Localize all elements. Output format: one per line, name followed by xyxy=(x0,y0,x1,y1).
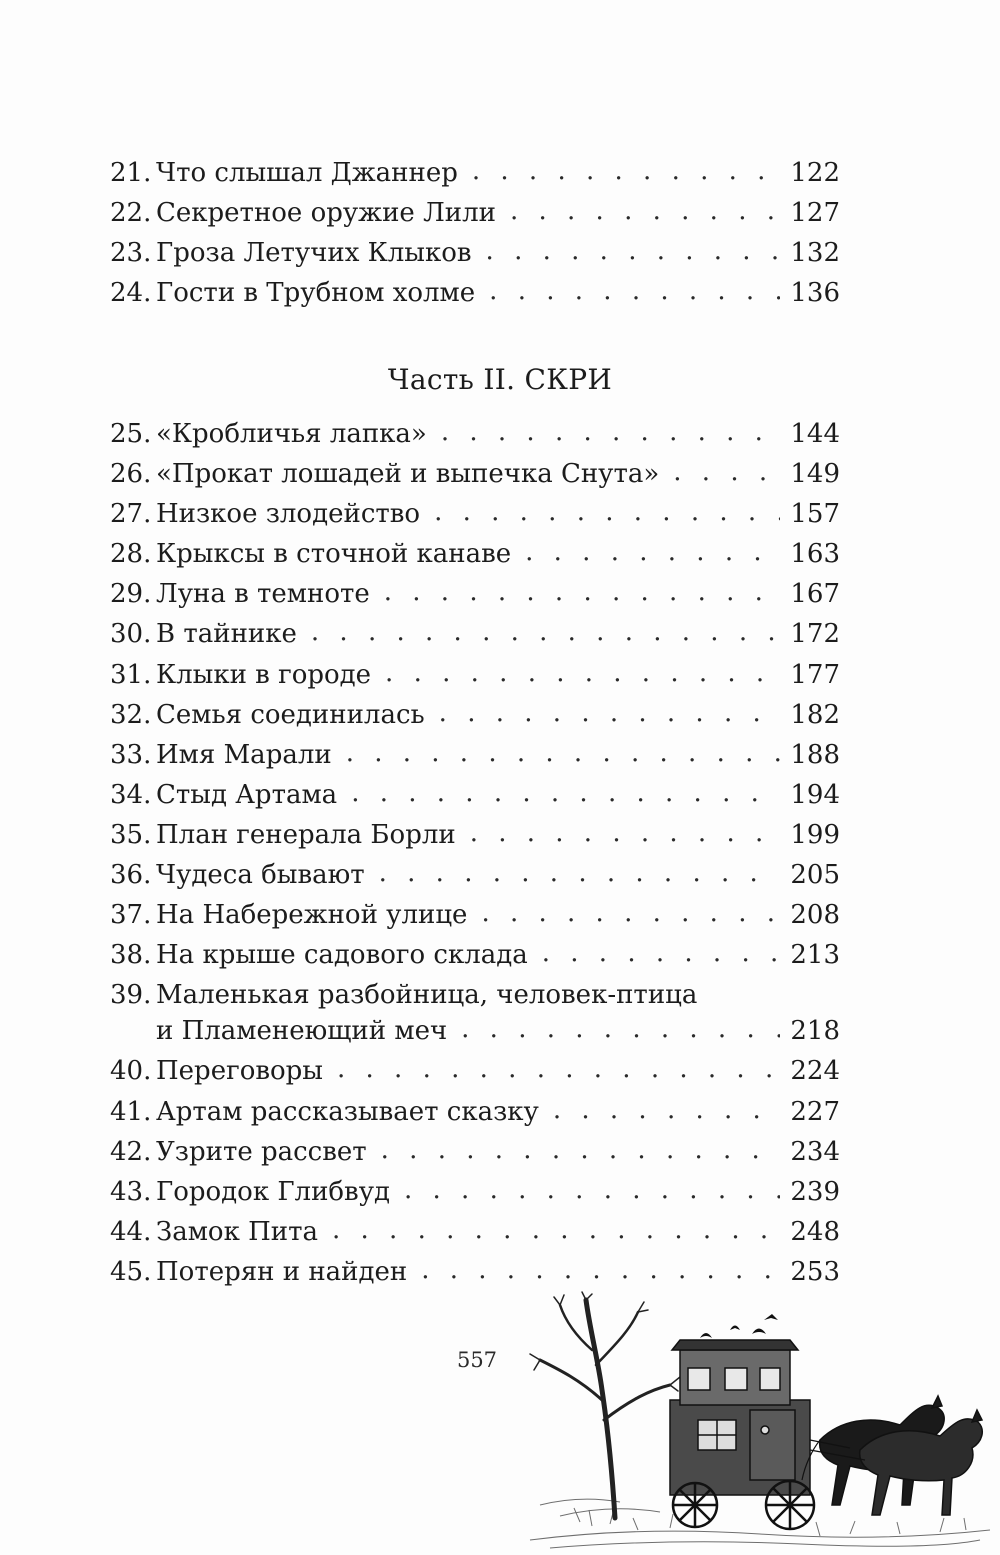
toc-entry xyxy=(110,1172,840,1212)
chapter-number: 40. xyxy=(110,1056,152,1087)
chapter-title: Замок Пита xyxy=(156,1216,318,1247)
page-number: 167 xyxy=(790,579,840,610)
toc-entry xyxy=(110,1051,840,1091)
chapter-number: 24. xyxy=(110,278,152,309)
page-number: 248 xyxy=(790,1216,840,1247)
page-number: 208 xyxy=(790,900,840,931)
chapter-title: Чудеса бывают xyxy=(156,860,365,891)
dot-leader xyxy=(434,492,780,532)
chapter-title-continued: и Пламенеющий меч xyxy=(156,1016,448,1047)
toc-entry xyxy=(110,273,840,313)
chapter-number: 34. xyxy=(110,779,152,810)
page-number: 205 xyxy=(790,860,840,891)
toc-entry xyxy=(110,935,840,975)
chapter-number: 28. xyxy=(110,539,152,570)
page-number: 163 xyxy=(790,539,840,570)
chapter-title: Семья соединилась xyxy=(156,699,425,730)
chapter-number: 26. xyxy=(110,459,152,490)
dot-leader xyxy=(311,612,780,652)
chapter-title: Гроза Летучих Клыков xyxy=(156,238,472,269)
chapter-number: 38. xyxy=(110,940,152,971)
dot-leader xyxy=(461,1009,780,1049)
toc-entry xyxy=(110,855,840,895)
toc-entry xyxy=(110,233,840,273)
toc-entry xyxy=(110,494,840,534)
chapter-number: 35. xyxy=(110,819,152,850)
dot-leader xyxy=(489,271,780,311)
dot-leader xyxy=(421,1250,780,1290)
toc-entry xyxy=(110,534,840,574)
folio-page-number: 557 xyxy=(456,1348,498,1372)
page-number: 182 xyxy=(790,699,840,730)
chapter-title: Стыд Артама xyxy=(156,779,338,810)
chapter-number: 41. xyxy=(110,1096,152,1127)
chapter-number: 29. xyxy=(110,579,152,610)
chapter-title: Что слышал Джаннер xyxy=(156,158,458,188)
page-number: 157 xyxy=(790,499,840,530)
page-number: 234 xyxy=(790,1136,840,1167)
chapter-number: 45. xyxy=(110,1256,152,1287)
page-number: 218 xyxy=(790,1016,840,1047)
chapter-title: Узрите рассвет xyxy=(156,1136,367,1167)
toc-entry xyxy=(110,895,840,935)
toc-entry xyxy=(110,1092,840,1132)
dot-leader xyxy=(384,572,781,612)
toc-top-section xyxy=(110,153,840,313)
toc-entry xyxy=(110,695,840,735)
chapter-number: 31. xyxy=(110,659,152,690)
toc-entry xyxy=(110,775,840,815)
chapter-title: «Кробличья лапка» xyxy=(156,419,427,449)
chapter-title: План генерала Борли xyxy=(156,819,456,850)
page-number: 227 xyxy=(790,1096,840,1127)
dot-leader xyxy=(404,1170,780,1210)
chapter-number: 36. xyxy=(110,860,152,891)
dot-leader xyxy=(385,653,780,693)
toc-entry xyxy=(110,574,840,614)
chapter-number: 22. xyxy=(110,198,152,229)
chapter-number: 37. xyxy=(110,900,152,931)
chapter-title: Низкое злодейство xyxy=(156,499,421,530)
chapter-title: На крыше садового склада xyxy=(156,940,528,971)
dot-leader xyxy=(337,1049,780,1089)
chapter-title: Маленькая разбойница, человек-птица xyxy=(156,980,698,1011)
chapter-title: Крыксы в сточной канаве xyxy=(156,539,512,570)
dot-leader xyxy=(351,773,780,813)
dot-leader xyxy=(553,1090,781,1130)
horse-drawn-wagon-illustration-icon xyxy=(520,1290,1000,1555)
chapter-number: 23. xyxy=(110,238,152,269)
chapter-title: Клыки в городе xyxy=(156,659,372,690)
dot-leader xyxy=(542,933,781,973)
toc-entry xyxy=(110,193,840,233)
page-number: 253 xyxy=(790,1256,840,1287)
chapter-number: 42. xyxy=(110,1136,152,1167)
page-number: 224 xyxy=(790,1056,840,1087)
chapter-title: Городок Глибвуд xyxy=(156,1176,390,1207)
toc-part-section xyxy=(110,414,840,1292)
toc-entry xyxy=(110,655,840,695)
page-number: 172 xyxy=(790,619,840,650)
toc-entry xyxy=(110,454,840,494)
page-number: 132 xyxy=(790,238,840,269)
chapter-number: 27. xyxy=(110,499,152,530)
dot-leader xyxy=(472,151,780,191)
page-number: 194 xyxy=(790,779,840,810)
toc-entry xyxy=(110,1252,840,1292)
dot-leader xyxy=(439,693,781,733)
toc-entry xyxy=(110,614,840,654)
chapter-title: Секретное оружие Лили xyxy=(156,198,496,229)
toc-entry xyxy=(110,414,840,454)
page-number: 149 xyxy=(790,459,840,490)
page-number: 177 xyxy=(790,659,840,690)
dot-leader xyxy=(470,813,781,853)
chapter-title: Потерян и найден xyxy=(156,1256,408,1287)
dot-leader xyxy=(673,452,780,492)
chapter-number: 25. xyxy=(110,419,152,449)
page-number: 199 xyxy=(790,819,840,850)
toc-entry xyxy=(110,975,840,1051)
page-number: 213 xyxy=(790,940,840,971)
chapter-title: В тайнике xyxy=(156,619,297,650)
chapter-title: Гости в Трубном холме xyxy=(156,278,476,309)
chapter-title: Переговоры xyxy=(156,1056,323,1087)
chapter-title: Луна в темноте xyxy=(156,579,370,610)
chapter-title: «Прокат лошадей и выпечка Снута» xyxy=(156,459,660,490)
dot-leader xyxy=(441,412,781,452)
chapter-title: На Набережной улице xyxy=(156,900,468,931)
toc-entry xyxy=(110,1212,840,1252)
toc-entry xyxy=(110,153,840,193)
toc-entry xyxy=(110,735,840,775)
page-number: 136 xyxy=(790,278,840,309)
dot-leader xyxy=(481,893,780,933)
page-number: 239 xyxy=(790,1176,840,1207)
chapter-number: 44. xyxy=(110,1216,152,1247)
chapter-number: 43. xyxy=(110,1176,152,1207)
page-number: 127 xyxy=(790,198,840,229)
chapter-title: Имя Марали xyxy=(156,739,332,770)
chapter-number: 32. xyxy=(110,699,152,730)
page-number: 122 xyxy=(790,158,840,188)
chapter-number: 21. xyxy=(110,158,152,188)
chapter-number: 30. xyxy=(110,619,152,650)
page-number: 188 xyxy=(790,739,840,770)
dot-leader xyxy=(525,532,780,572)
dot-leader xyxy=(510,191,780,231)
page-number: 144 xyxy=(790,419,840,449)
chapter-number: 39. xyxy=(110,980,152,1011)
dot-leader xyxy=(346,733,781,773)
toc-entry xyxy=(110,1132,840,1172)
dot-leader xyxy=(486,231,781,271)
dot-leader xyxy=(381,1130,781,1170)
toc-entry xyxy=(110,815,840,855)
chapter-title: Артам рассказывает сказку xyxy=(156,1096,539,1127)
chapter-number: 33. xyxy=(110,739,152,770)
part-heading: Часть II. СКРИ xyxy=(387,363,613,396)
dot-leader xyxy=(332,1210,780,1250)
dot-leader xyxy=(379,853,781,893)
